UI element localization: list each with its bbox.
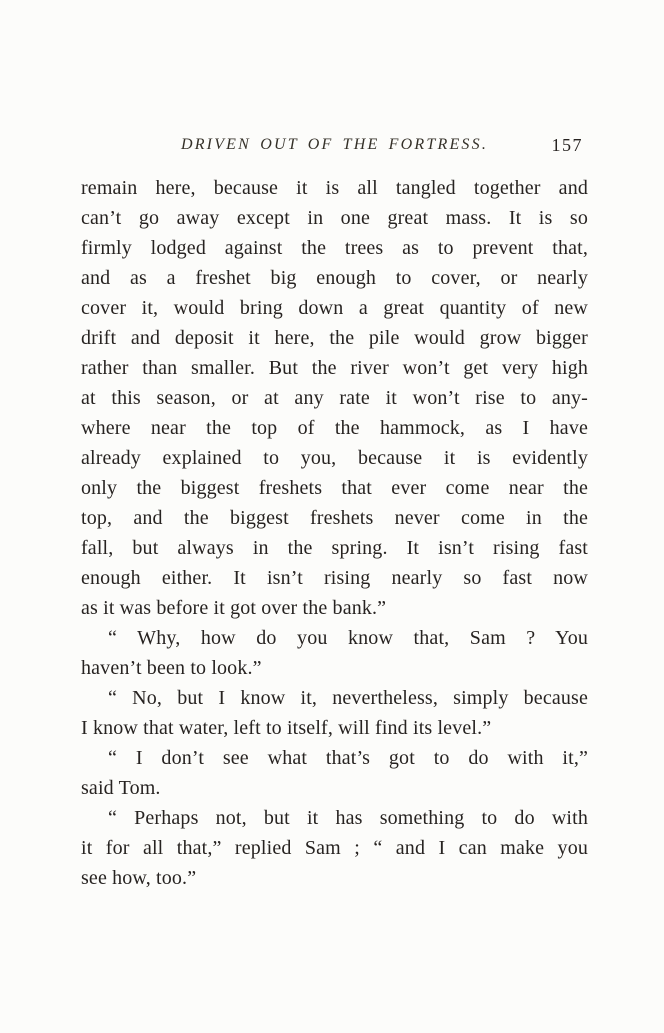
- page-body: [81, 173, 588, 893]
- running-title: DRIVEN OUT OF THE FORTRESS.: [180, 136, 489, 153]
- paragraph: [81, 623, 588, 683]
- text-line: said Tom.: [81, 777, 161, 799]
- text-line: see how, too.”: [81, 867, 197, 889]
- paragraph: [81, 683, 588, 743]
- text-line: it for all that,” replied Sam ; “ and I can make you: [81, 837, 588, 859]
- text-line: “ No, but I know it, nevertheless, simply because: [108, 687, 588, 709]
- text-line: top, and the biggest freshets never come in the: [81, 507, 588, 529]
- text-line: already explained to you, because it is evidently: [81, 447, 588, 469]
- text-line: at this season, or at any rate it won’t rise to any-: [81, 387, 588, 409]
- text-line: “ I don’t see what that’s got to do with it,”: [108, 747, 588, 769]
- text-line: where near the top of the hammock, as I have: [81, 417, 588, 439]
- text-line: I know that water, left to itself, will find its level.”: [81, 717, 492, 739]
- paragraph: [81, 803, 588, 893]
- text-line: as it was before it got over the bank.”: [81, 597, 387, 619]
- text-line: “ Why, how do you know that, Sam ? You: [108, 627, 588, 649]
- text-line: can’t go away except in one great mass. It is so: [81, 207, 588, 229]
- text-line: enough either. It isn’t rising nearly so fast now: [81, 567, 588, 589]
- text-line: firmly lodged against the trees as to prevent that,: [81, 237, 588, 259]
- text-line: remain here, because it is all tangled together and: [81, 177, 588, 199]
- text-line: cover it, would bring down a great quantity of new: [81, 297, 588, 319]
- text-line: fall, but always in the spring. It isn’t rising fast: [81, 537, 588, 559]
- paragraph: [81, 173, 588, 623]
- text-line: rather than smaller. But the river won’t get very high: [81, 357, 588, 379]
- page-header: [81, 136, 588, 160]
- text-line: “ Perhaps not, but it has something to do with: [108, 807, 588, 829]
- text-line: and as a freshet big enough to cover, or nearly: [81, 267, 588, 289]
- text-line: haven’t been to look.”: [81, 657, 262, 679]
- paragraph: [81, 743, 588, 803]
- text-line: drift and deposit it here, the pile would grow bigger: [81, 327, 588, 349]
- page-number: 157: [551, 135, 583, 155]
- text-line: only the biggest freshets that ever come near the: [81, 477, 588, 499]
